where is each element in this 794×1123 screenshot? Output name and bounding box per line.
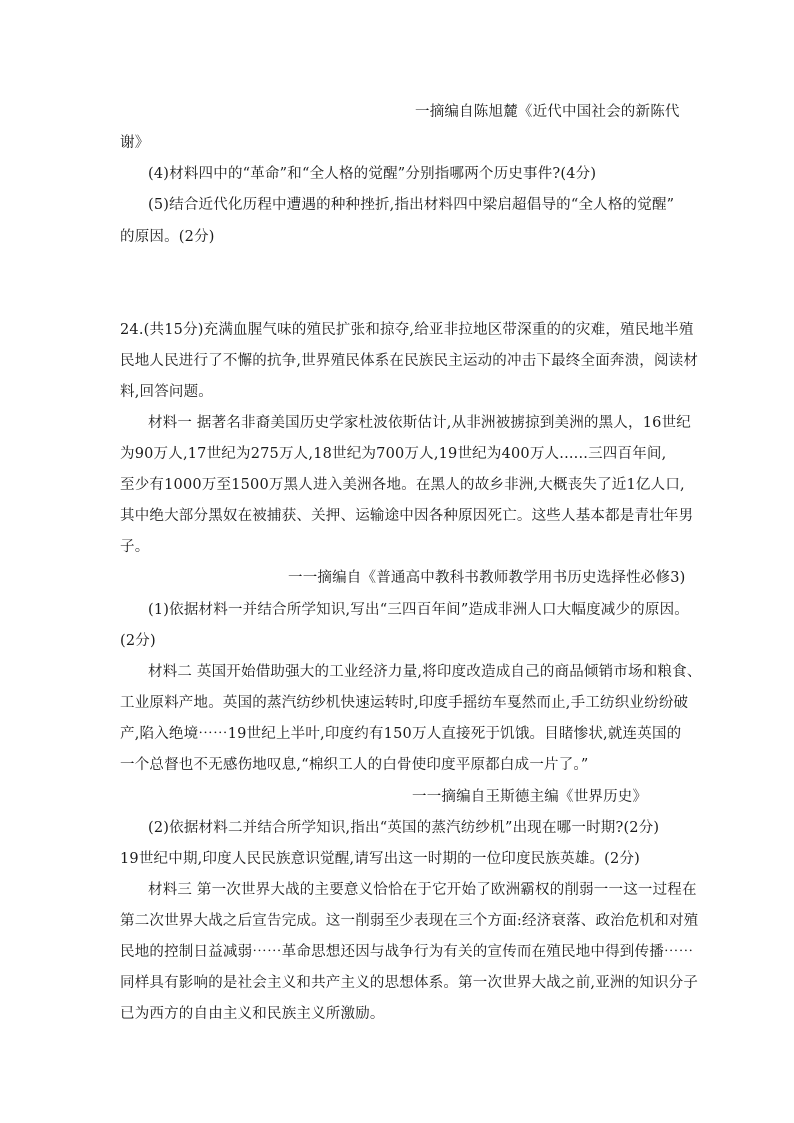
material-3-paragraph: 第二次世界大战之后宣告完成。这一削弱至少表现在三个方面:经济衰落、政治危机和对殖	[120, 913, 699, 929]
question-1: (1)依据材料一并结合所学知识,写出“三四百年间”造成非洲人口大幅度减少的原因。	[148, 602, 689, 618]
material-1-source: 一一摘编自《普通高中教科书教师教学用书历史选择性必修3)	[288, 570, 686, 586]
material-3-paragraph: 同样具有影响的是社会主义和共产主义的思想体系。第一次世界大战之前,亚洲的知识分子	[120, 975, 699, 991]
question-24-intro: 民地人民进行了不懈的抗争,世界殖民体系在民族民主运动的冲击下最终全面奔溃，阅读材	[120, 353, 699, 369]
material-2-paragraph: 产,陷入绝境⋯⋯19世纪上半叶,印度约有150万人直接死于饥饿。目睹惨状,就连英国的	[120, 726, 682, 742]
material-2-paragraph: 工业原料产地。英国的蒸汽纺纱机快速运转时,印度手摇纺车戛然而止,手工纺织业纷纷破	[120, 695, 689, 711]
source-citation-line: 谢》	[120, 135, 150, 151]
material-2-paragraph: 一个总督也不无感伤地叹息,“棉织工人的白骨使印度平原都白成一片了。”	[120, 757, 589, 773]
question-24-intro: 24.(共15分)充满血腥气味的殖民扩张和掠夺,给亚非拉地区带深重的的灾难，殖民地半殖	[120, 322, 694, 338]
question-4: (4)材料四中的“革命”和“全人格的觉醒”分别指哪两个历史事件?(4分)	[148, 166, 597, 182]
material-2-source: 一一摘编自王斯德主编《世界历史》	[412, 789, 648, 805]
material-3-paragraph: 已为西方的自由主义和民族主义所激励。	[120, 1006, 385, 1022]
question-5-continued: 的原因。(2分)	[120, 229, 215, 245]
material-1-paragraph: 至少有1000万至1500万黑人进入美洲各地。在黑人的故乡非洲,大概丧失了近1亿人口,	[120, 477, 685, 493]
question-2-followup: 19世纪中期,印度人民民族意识觉醒,请写出这一时期的一位印度民族英雄。(2分)	[120, 851, 641, 867]
material-1-paragraph: 其中绝大部分黑奴在被捕获、关押、运输途中因各种原因死亡。这些人基本都是青壮年男	[120, 508, 694, 524]
material-1-paragraph: 子。	[120, 539, 150, 555]
material-2-paragraph: 材料二 英国开始借助强大的工业经济力量,将印度改造成自己的商品倾销市场和粮食、	[148, 664, 702, 680]
question-2: (2)依据材料二并结合所学知识,指出“英国的蒸汽纺纱机”出现在哪一时期?(2分)	[148, 820, 660, 836]
question-1-score: (2分)	[120, 633, 156, 649]
material-3-paragraph: 民地的控制日益减弱⋯⋯革命思想还因与战争行为有关的宣传而在殖民地中得到传播⋯⋯	[120, 944, 694, 960]
question-5: (5)结合近代化历程中遭遇的种种挫折,指出材料四中梁启超倡导的“全人格的觉醒”	[148, 197, 675, 213]
question-24-intro: 料,回答问题。	[120, 384, 214, 400]
material-3-paragraph: 材料三 第一次世界大战的主要意义恰恰在于它开始了欧洲霸权的削弱一一这一过程在	[148, 882, 697, 898]
source-citation-line: 一摘编自陈旭麓《近代中国社会的新陈代	[415, 104, 680, 120]
material-1-paragraph: 材料一 据著名非裔美国历史学家杜波依斯估计,从非洲被掳掠到美洲的黑人，16世纪	[148, 415, 691, 431]
material-1-paragraph: 为90万人,17世纪为275万人,18世纪为700万人,19世纪为400万人......三四百年间,	[120, 446, 667, 462]
